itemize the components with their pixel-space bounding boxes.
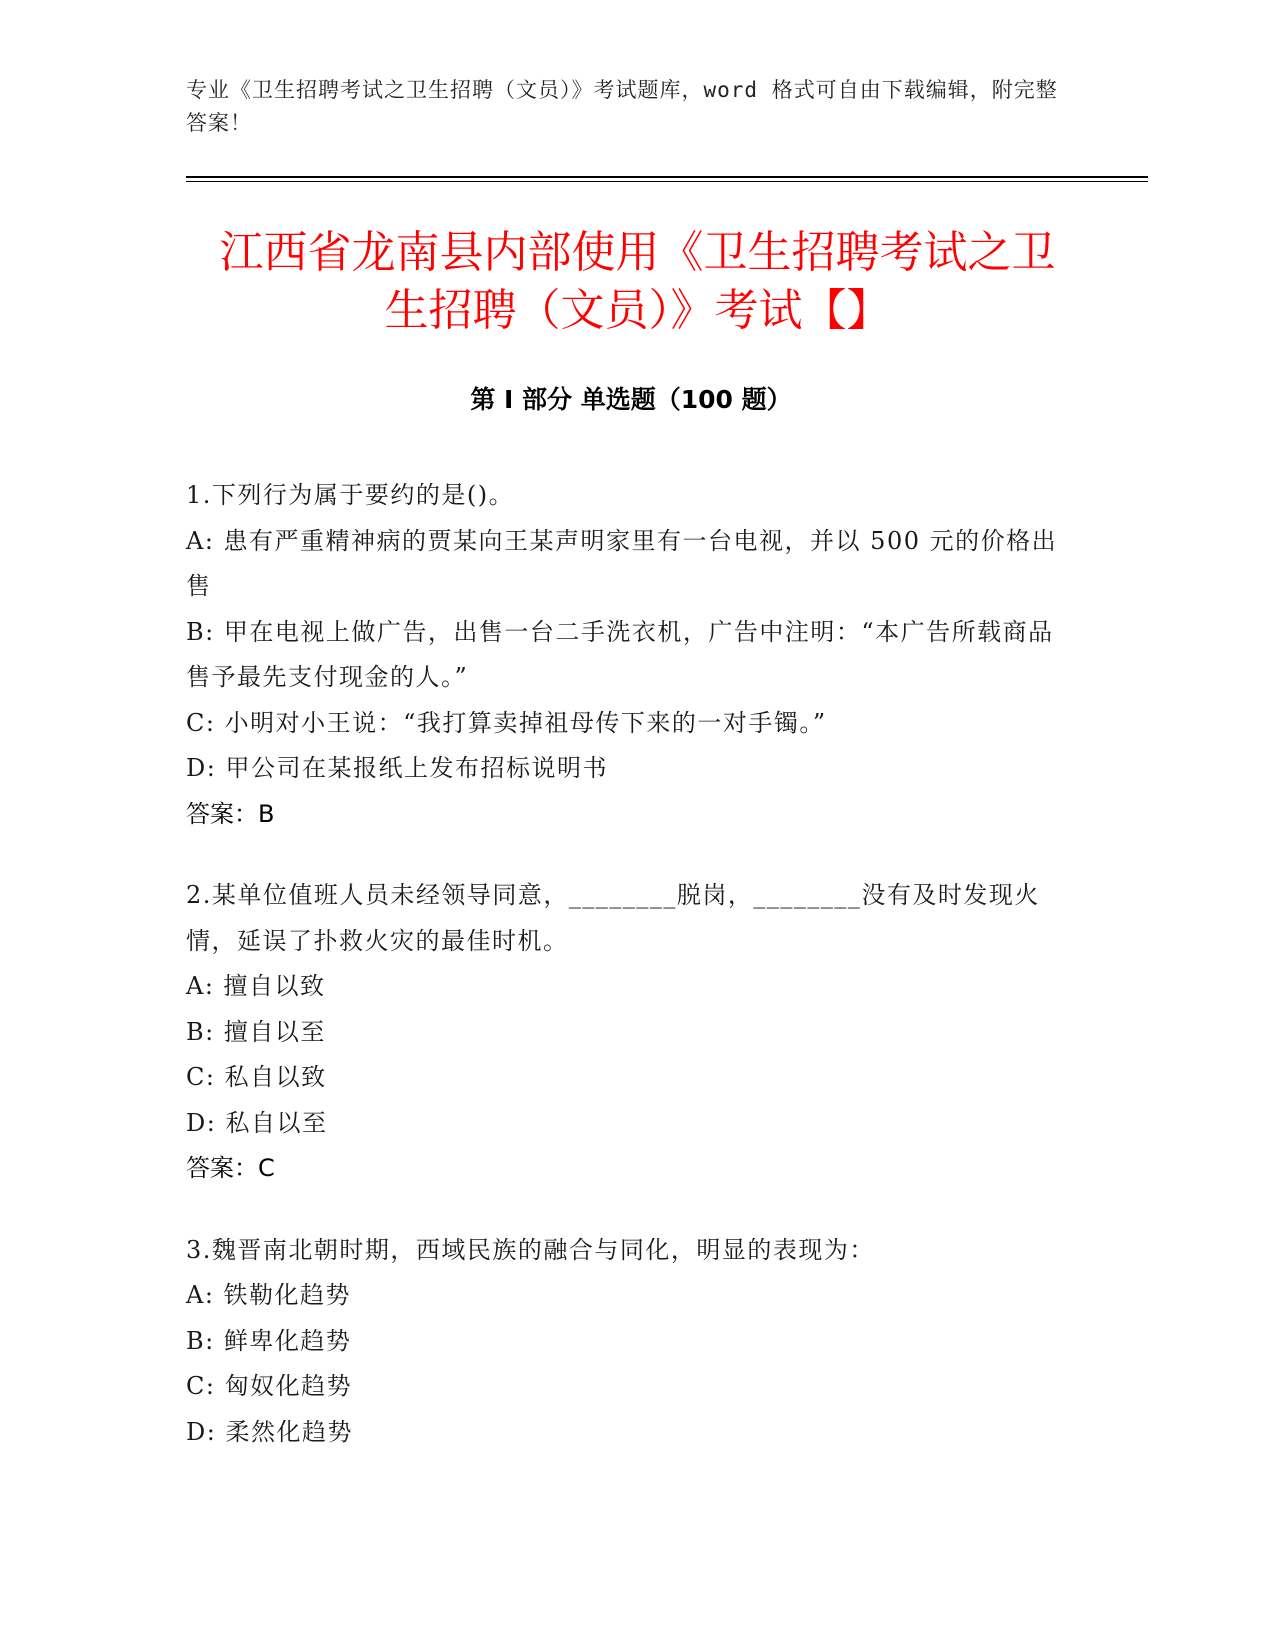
document-title-line1: 江西省龙南县内部使用《卫生招聘考试之卫 [219, 227, 1056, 278]
option-d: D: 甲公司在某报纸上发布招标说明书 [186, 754, 608, 782]
option-b: B: 鲜卑化趋势 [186, 1326, 352, 1355]
header-note: 专业《卫生招聘考试之卫生招聘（文员）》考试题库，word 格式可自由下载编辑，附完整答案！ [186, 78, 1058, 135]
header-rule-thin [186, 181, 1148, 182]
option-a: A: 铁勒化趋势 [186, 1281, 352, 1309]
question-stem: 3.魏晋南北朝时期，西域民族的融合与同化，明显的表现为： [186, 1235, 875, 1264]
option-c: C: 小明对小王说：“我打算卖掉祖母传下来的一对手镯。” [186, 708, 827, 737]
answer-line: 答案：C [186, 1154, 275, 1182]
option-d: D: 柔然化趋势 [186, 1417, 353, 1446]
option-c: C: 私自以致 [186, 1063, 327, 1091]
question-list [186, 473, 1076, 1491]
option-a: A: 患有严重精神病的贾某向王某声明家里有一台电视，并以 500 元的价格出售 [186, 526, 1058, 600]
option-d: D: 私自以至 [186, 1108, 328, 1137]
option-c: C: 匈奴化趋势 [186, 1372, 353, 1400]
option-a: A: 擅自以致 [186, 972, 326, 1000]
option-b: B: 擅自以至 [186, 1017, 326, 1046]
question-3 [186, 1228, 1076, 1456]
section-heading: 第 I 部分 单选题（100 题） [470, 385, 792, 414]
question-2 [186, 873, 1076, 1192]
answer-line: 答案：B [186, 799, 275, 828]
document-title [170, 224, 1105, 340]
question-1 [186, 473, 1076, 837]
document-title-line2: 生招聘（文员）》考试【】 [384, 285, 891, 336]
question-stem: 2.某单位值班人员未经领导同意，________脱岗，________没有及时发现火情，延误了扑救火灾的最佳时机。 [186, 881, 1040, 955]
option-b: B: 甲在电视上做广告，出售一台二手洗衣机，广告中注明：“本广告所载商品售予最先支付现金的人。” [186, 617, 1054, 691]
question-stem: 1.下列行为属于要约的是()。 [186, 481, 515, 509]
header-rule-thick [186, 176, 1148, 178]
